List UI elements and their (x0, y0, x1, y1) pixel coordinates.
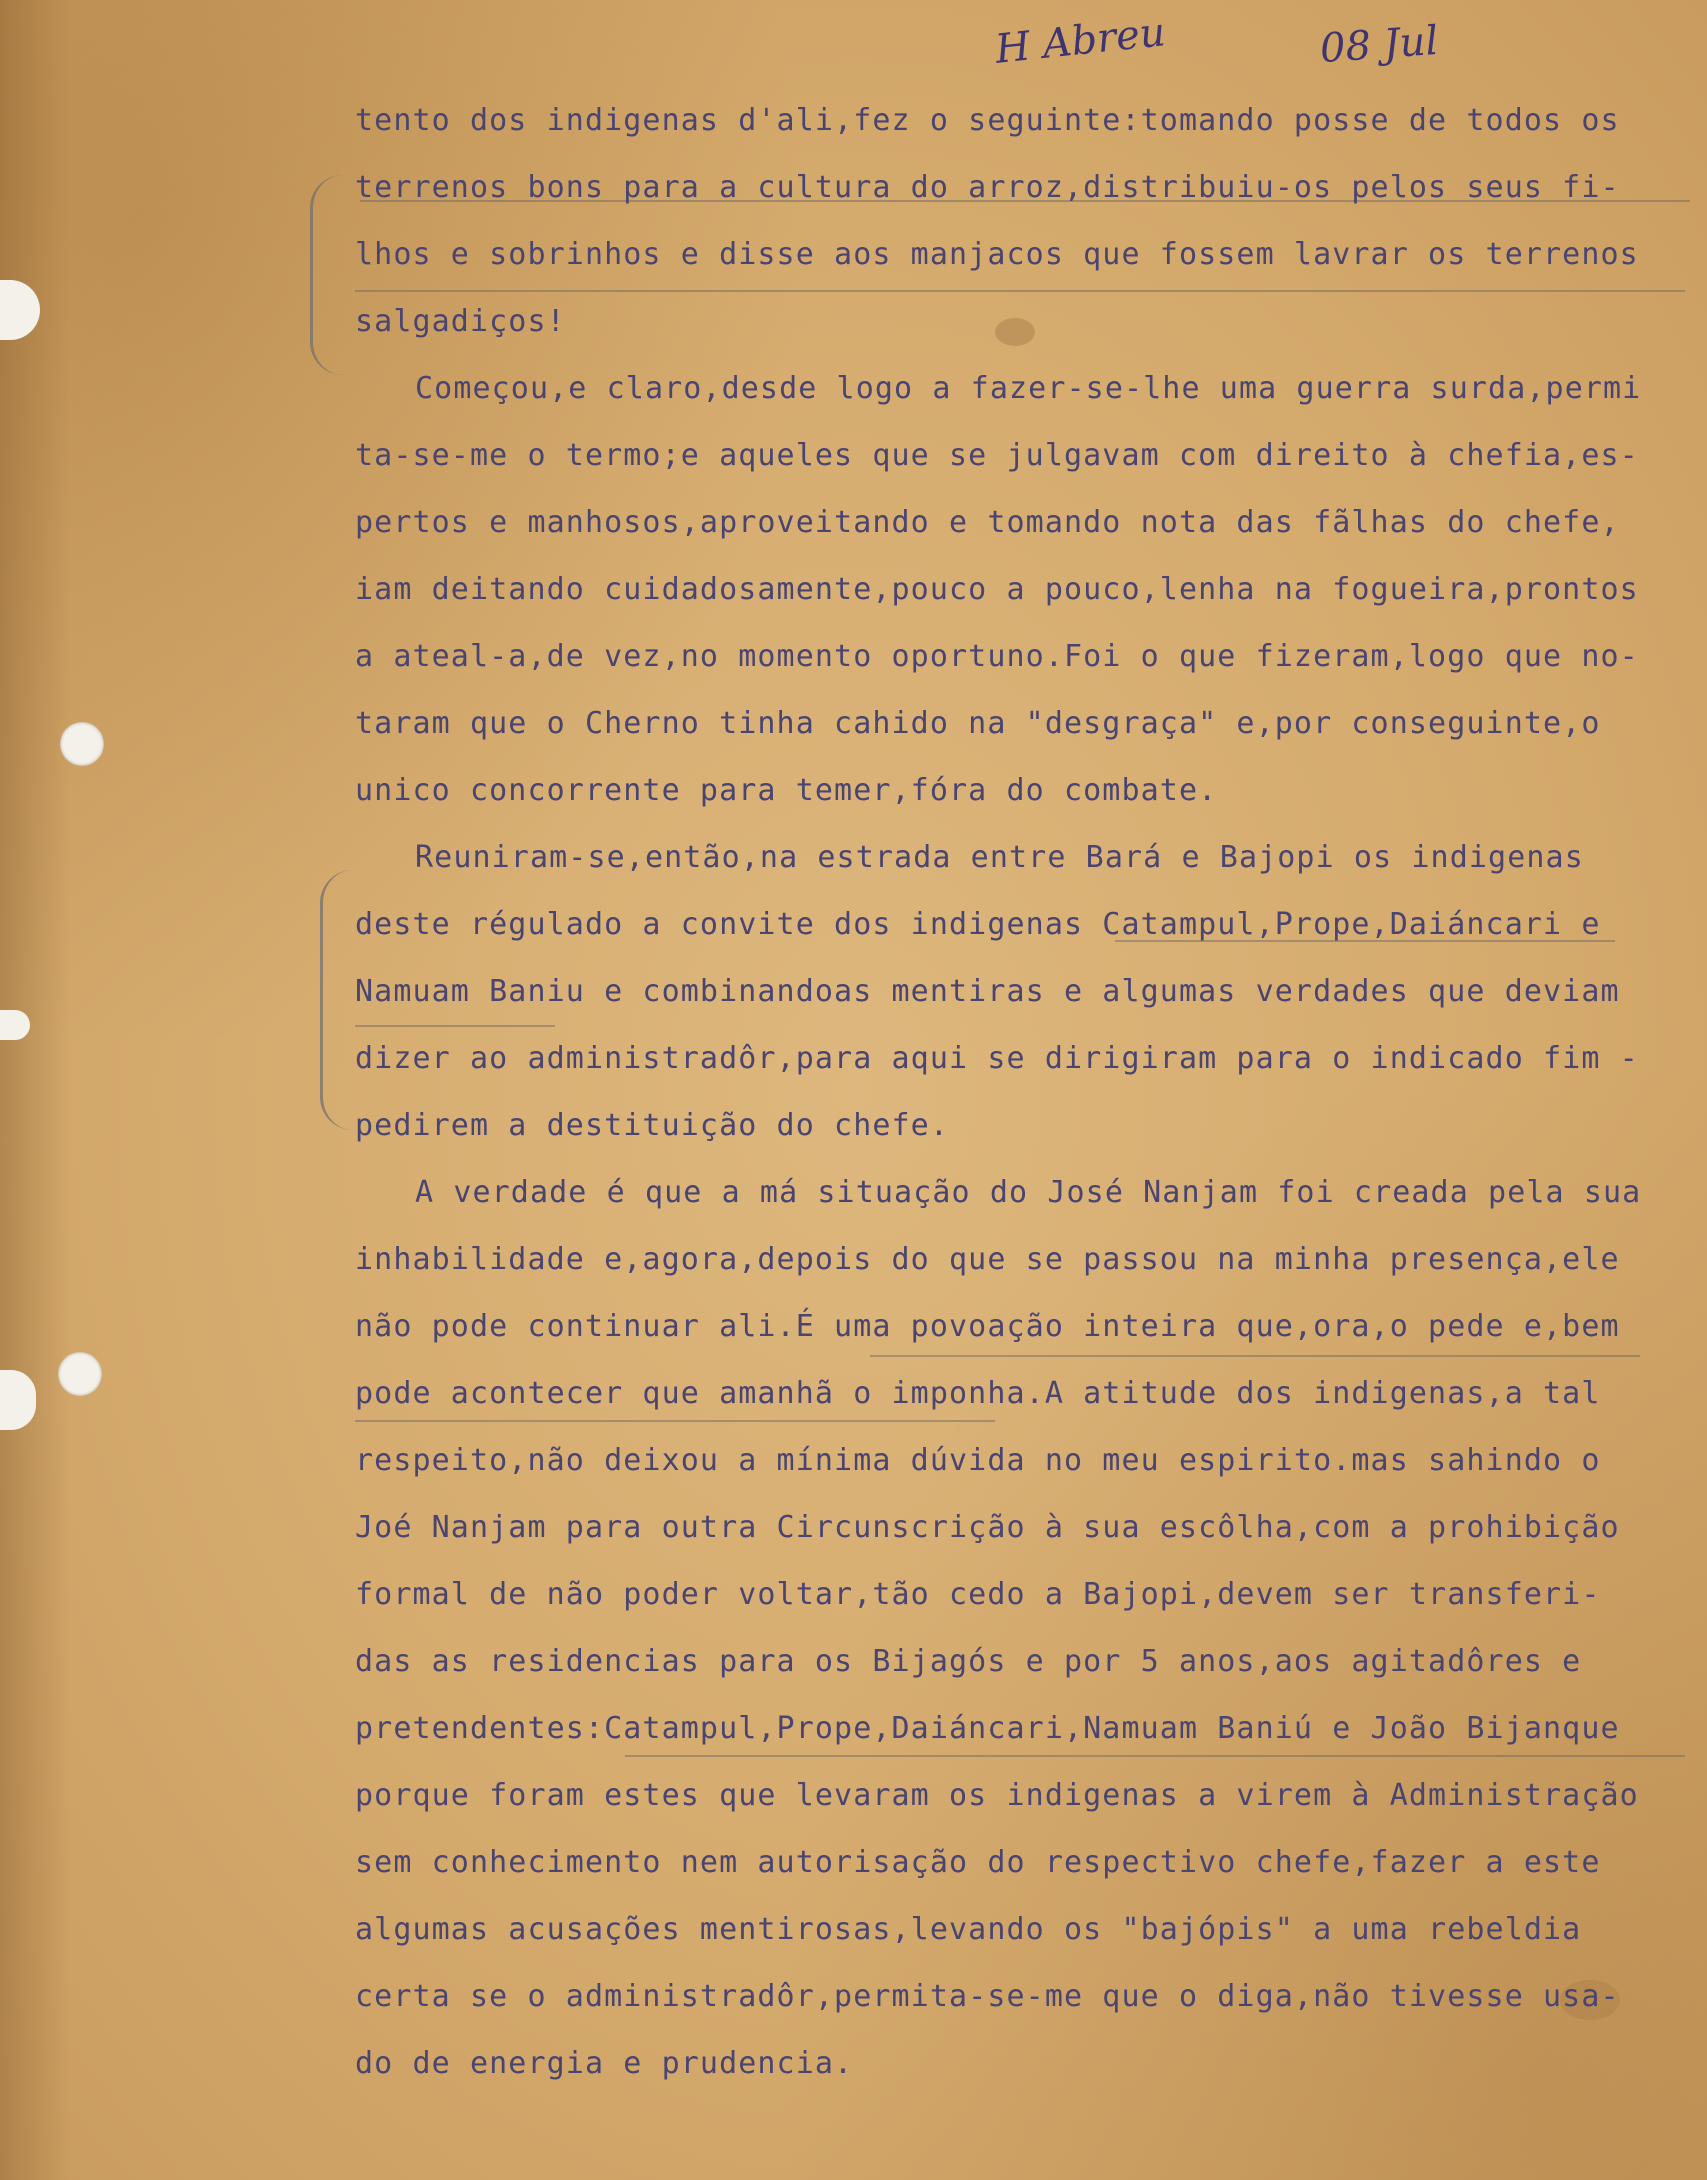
text-line: iam deitando cuidadosamente,pouco a pouco,lenha na fogueira,prontos (355, 572, 1639, 607)
text-line: não pode continuar ali.É uma povoação inteira que,ora,o pede e,bem (355, 1309, 1620, 1344)
text-line: unico concorrente para temer,fóra do combate. (355, 773, 1218, 808)
text-line: a ateal-a,de vez,no momento oportuno.Foi o que fizeram,logo que no- (355, 639, 1639, 674)
pencil-margin-bracket (310, 175, 343, 375)
handwritten-note: 08 Jul (1318, 17, 1440, 73)
text-line: taram que o Cherno tinha cahido na "desgraça" e,por conseguinte,o (355, 706, 1601, 741)
punch-hole (60, 722, 104, 766)
text-line: pode acontecer que amanhã o imponha.A atitude dos indigenas,a tal (355, 1376, 1601, 1411)
punch-hole (58, 1352, 102, 1396)
text-line: inhabilidade e,agora,depois do que se passou na minha presença,ele (355, 1242, 1620, 1277)
text-line: do de energia e prudencia. (355, 2046, 854, 2081)
text-line: lhos e sobrinhos e disse aos manjacos que fossem lavrar os terrenos (355, 237, 1639, 272)
text-line: deste régulado a convite dos indigenas Catampul,Prope,Daiáncari e (355, 907, 1601, 942)
text-line: Namuam Baniu e combinandoas mentiras e algumas verdades que deviam (355, 974, 1620, 1009)
text-line: salgadiços! (355, 304, 566, 339)
text-line: porque foram estes que levaram os indigenas a virem à Administração (355, 1778, 1639, 1813)
typed-text-body (355, 95, 1695, 2105)
text-line: respeito,não deixou a mínima dúvida no meu espirito.mas sahindo o (355, 1443, 1601, 1478)
text-line: das as residencias para os Bijagós e por 5 anos,aos agitadôres e (355, 1644, 1582, 1679)
text-line: Começou,e claro,desde logo a fazer-se-lhe uma guerra surda,permi (415, 371, 1642, 406)
text-line: Joé Nanjam para outra Circunscrição à sua escôlha,com a prohibição (355, 1510, 1620, 1545)
text-line: pretendentes:Catampul,Prope,Daiáncari,Namuam Baniú e João Bijanque (355, 1711, 1620, 1746)
text-line: pedirem a destituição do chefe. (355, 1108, 950, 1143)
text-line: A verdade é que a má situação do José Nanjam foi creada pela sua (415, 1175, 1642, 1210)
text-line: formal de não poder voltar,tão cedo a Bajopi,devem ser transferi- (355, 1577, 1601, 1612)
text-line: sem conhecimento nem autorisação do respectivo chefe,fazer a este (355, 1845, 1601, 1880)
text-line: pertos e manhosos,aproveitando e tomando nota das fãlhas do chefe, (355, 505, 1620, 540)
text-line: dizer ao administradôr,para aqui se dirigiram para o indicado fim - (355, 1041, 1639, 1076)
text-line: algumas acusações mentirosas,levando os "bajópis" a uma rebeldia (355, 1912, 1582, 1947)
text-line: ta-se-me o termo;e aqueles que se julgavam com direito à chefia,es- (355, 438, 1639, 473)
text-line: certa se o administradôr,permita-se-me que o diga,não tivesse usa- (355, 1979, 1620, 2014)
handwritten-note: H Abreu (993, 9, 1168, 73)
text-line: Reuniram-se,então,na estrada entre Bará e Bajopi os indigenas (415, 840, 1584, 875)
text-line: tento dos indigenas d'ali,fez o seguinte:tomando posse de todos os (355, 103, 1620, 138)
pencil-margin-bracket (320, 870, 353, 1130)
torn-notch (0, 1010, 30, 1040)
text-line: terrenos bons para a cultura do arroz,distribuiu-os pelos seus fi- (355, 170, 1620, 205)
